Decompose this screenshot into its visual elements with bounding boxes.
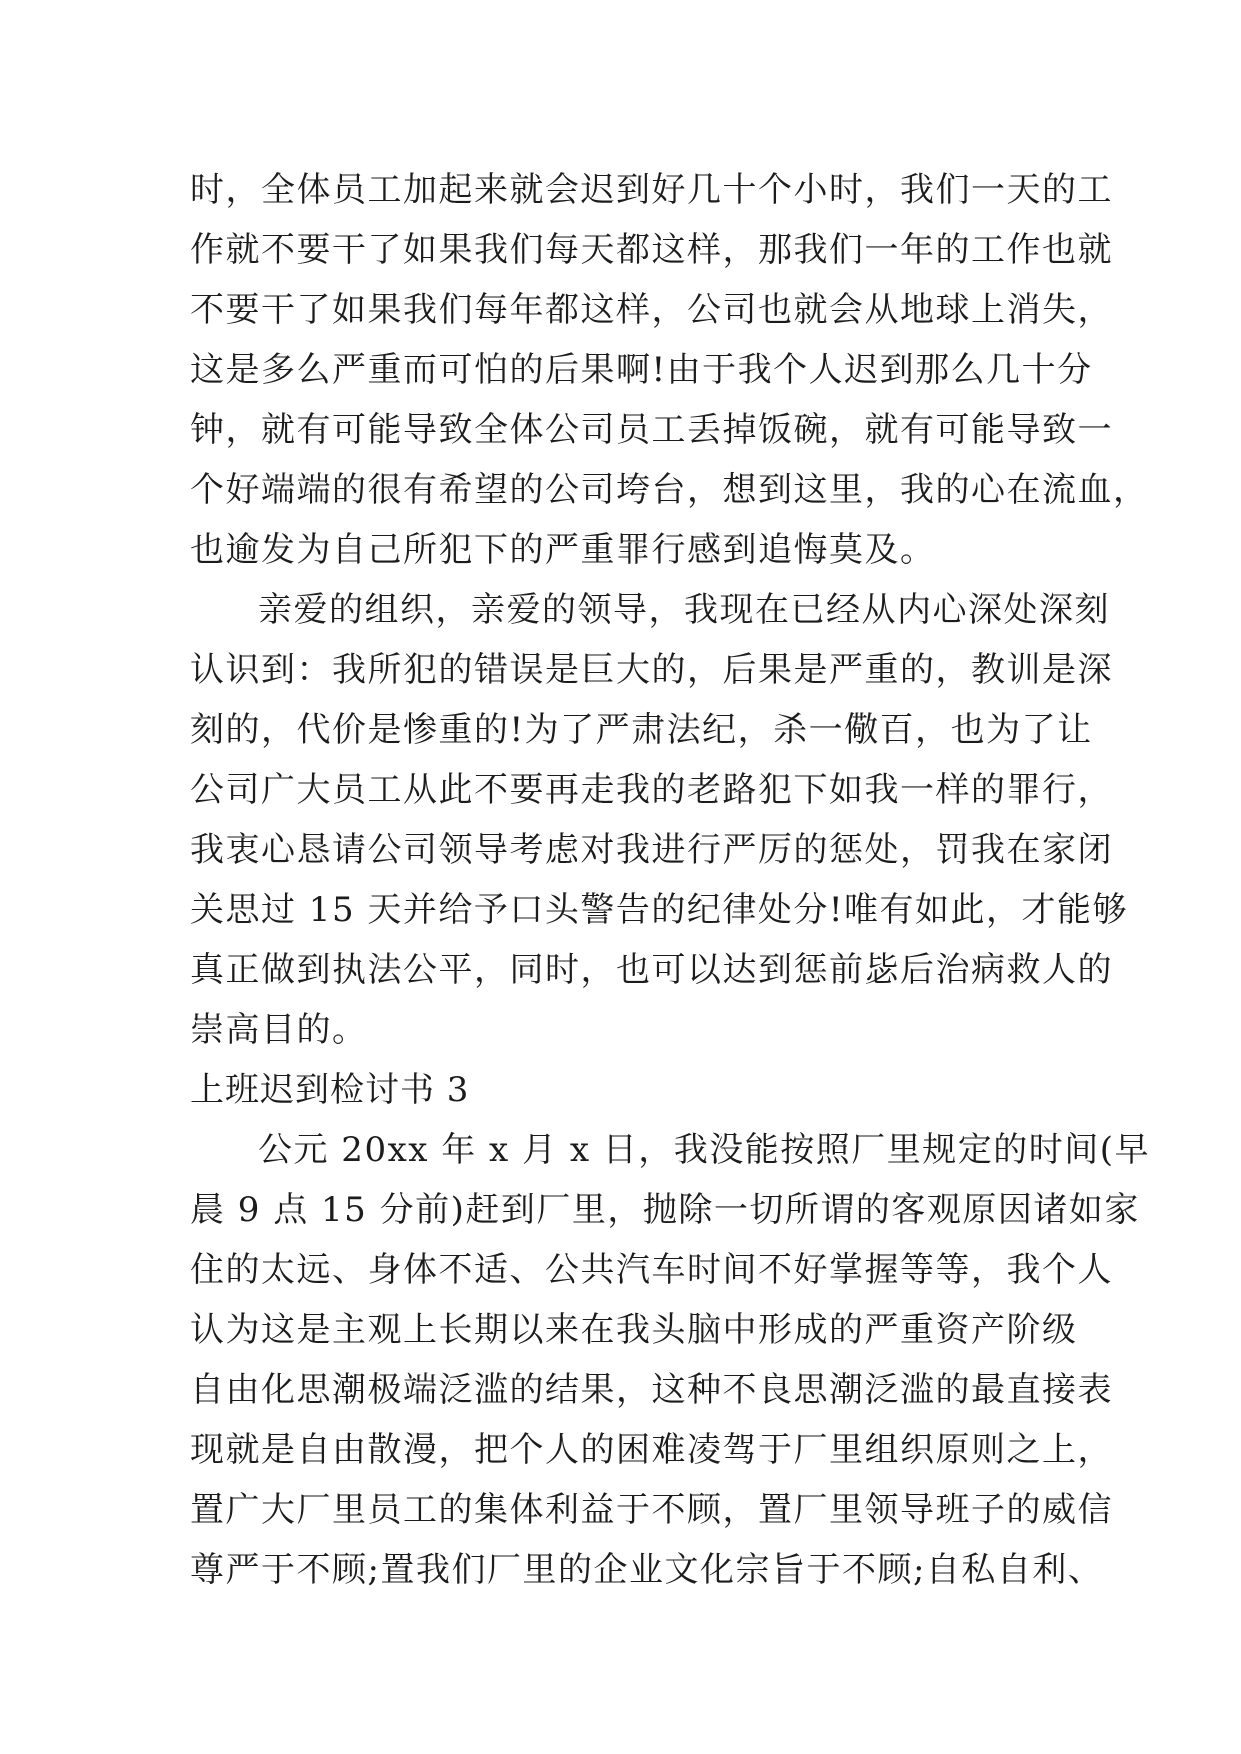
text-line: 崇高目的。 [190,1010,368,1050]
text-line: 尊严于不顾;置我们厂里的企业文化宗旨于不顾;自私自利、 [190,1550,1104,1590]
text-line: 作就不要干了如果我们每天都这样，那我们一年的工作也就 [190,230,1113,270]
text-line: 认为这是主观上长期以来在我头脑中形成的严重资产阶级 [190,1310,1078,1350]
text-line: 置广大厂里员工的集体利益于不顾，置厂里领导班子的威信 [190,1490,1113,1530]
text-line: 个好端端的很有希望的公司垮台，想到这里，我的心在流血， [190,470,1149,510]
text-line: 不要干了如果我们每年都这样，公司也就会从地球上消失， [190,290,1113,330]
text-line: 住的太远、身体不适、公共汽车时间不好掌握等等，我个人 [190,1250,1113,1290]
paragraph-start-line: 公元 20xx 年 x 月 x 日，我没能按照厂里规定的时间(早 [258,1130,1151,1170]
text-line: 晨 9 点 15 分前)赶到厂里，抛除一切所谓的客观原因诸如家 [190,1190,1140,1230]
text-line: 我衷心恳请公司领导考虑对我进行严厉的惩处，罚我在家闭 [190,830,1113,870]
text-line: 刻的，代价是惨重的!为了严肃法纪，杀一儆百，也为了让 [190,710,1093,750]
text-line: 认识到：我所犯的错误是巨大的，后果是严重的，教训是深 [190,650,1113,690]
text-line: 公司广大员工从此不要再走我的老路犯下如我一样的罪行， [190,770,1113,810]
text-line: 时，全体员工加起来就会迟到好几十个小时，我们一天的工 [190,170,1113,210]
text-line: 自由化思潮极端泛滥的结果，这种不良思潮泛滥的最直接表 [190,1370,1113,1410]
section-heading: 上班迟到检讨书 3 [190,1070,470,1110]
text-line: 关思过 15 天并给予口头警告的纪律处分!唯有如此，才能够 [190,890,1129,930]
document-body [190,160,1151,1600]
text-line: 这是多么严重而可怕的后果啊!由于我个人迟到那么几十分 [190,350,1093,390]
paragraph-start-line: 亲爱的组织，亲爱的领导，我现在已经从内心深处深刻 [258,590,1110,630]
text-line: 真正做到执法公平，同时，也可以达到惩前毖后治病救人的 [190,950,1113,990]
text-line: 也逾发为自己所犯下的严重罪行感到追悔莫及。 [190,530,936,570]
text-line: 现就是自由散漫，把个人的困难凌驾于厂里组织原则之上， [190,1430,1113,1470]
text-line: 钟，就有可能导致全体公司员工丢掉饭碗，就有可能导致一 [190,410,1113,450]
